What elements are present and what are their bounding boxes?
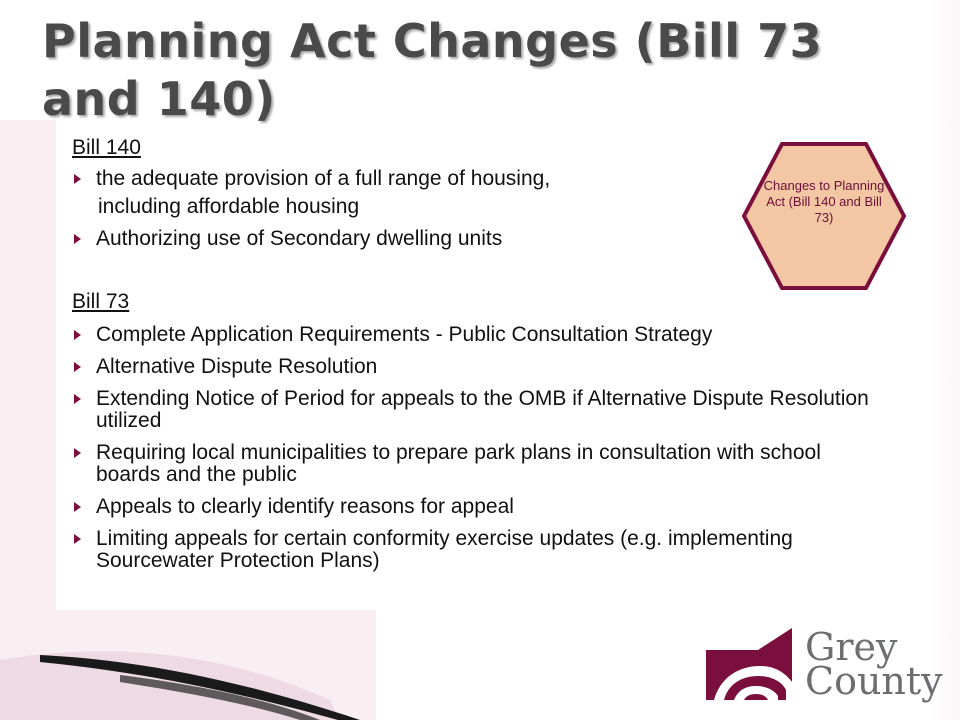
triangle-bullet-icon bbox=[74, 448, 81, 458]
bullet-text: Complete Application Requirements - Public Consultation Strategy bbox=[96, 323, 713, 346]
bullet-item bbox=[72, 356, 872, 378]
logo-wordmark bbox=[805, 625, 943, 703]
callout-text: Changes to Planning Act (Bill 140 and Bill 73) bbox=[763, 178, 885, 225]
bullet-text: Limiting appeals for certain conformity exercise updates (e.g. implementing Sourcewater Protection Plans) bbox=[96, 527, 793, 572]
bill-140-heading: Bill 140 bbox=[72, 136, 141, 159]
bullet-text: Alternative Dispute Resolution bbox=[96, 355, 378, 378]
bullet-text: Extending Notice of Period for appeals to the OMB if Alternative Dispute Resolution utilized bbox=[96, 387, 869, 432]
triangle-bullet-icon bbox=[74, 534, 81, 544]
bullet-text: the adequate provision of a full range of housing, bbox=[96, 167, 551, 190]
logo-line-1: Grey bbox=[805, 625, 898, 669]
bullet-text: including affordable housing bbox=[98, 195, 360, 218]
bullet-item bbox=[72, 442, 872, 486]
bullet-text: Authorizing use of Secondary dwelling units bbox=[96, 227, 503, 250]
bullet-text: Requiring local municipalities to prepare park plans in consultation with school boards and the public bbox=[96, 441, 821, 486]
triangle-bullet-icon bbox=[74, 362, 81, 372]
bullet-item bbox=[72, 528, 872, 572]
bill-73-bullet-list bbox=[72, 324, 872, 582]
bullet-item bbox=[72, 496, 872, 518]
triangle-bullet-icon bbox=[74, 174, 81, 184]
bullet-item bbox=[72, 388, 872, 432]
logo-line-2: County bbox=[805, 659, 943, 703]
triangle-bullet-icon bbox=[74, 502, 81, 512]
bullet-text: Appeals to clearly identify reasons for appeal bbox=[96, 495, 514, 518]
triangle-bullet-icon bbox=[74, 234, 81, 244]
bullet-item bbox=[72, 324, 872, 346]
triangle-bullet-icon bbox=[74, 394, 81, 404]
bill-73-heading: Bill 73 bbox=[72, 290, 130, 313]
triangle-bullet-icon bbox=[74, 330, 81, 340]
slide-title: Planning Act Changes (Bill 73 and 140) bbox=[42, 14, 823, 126]
